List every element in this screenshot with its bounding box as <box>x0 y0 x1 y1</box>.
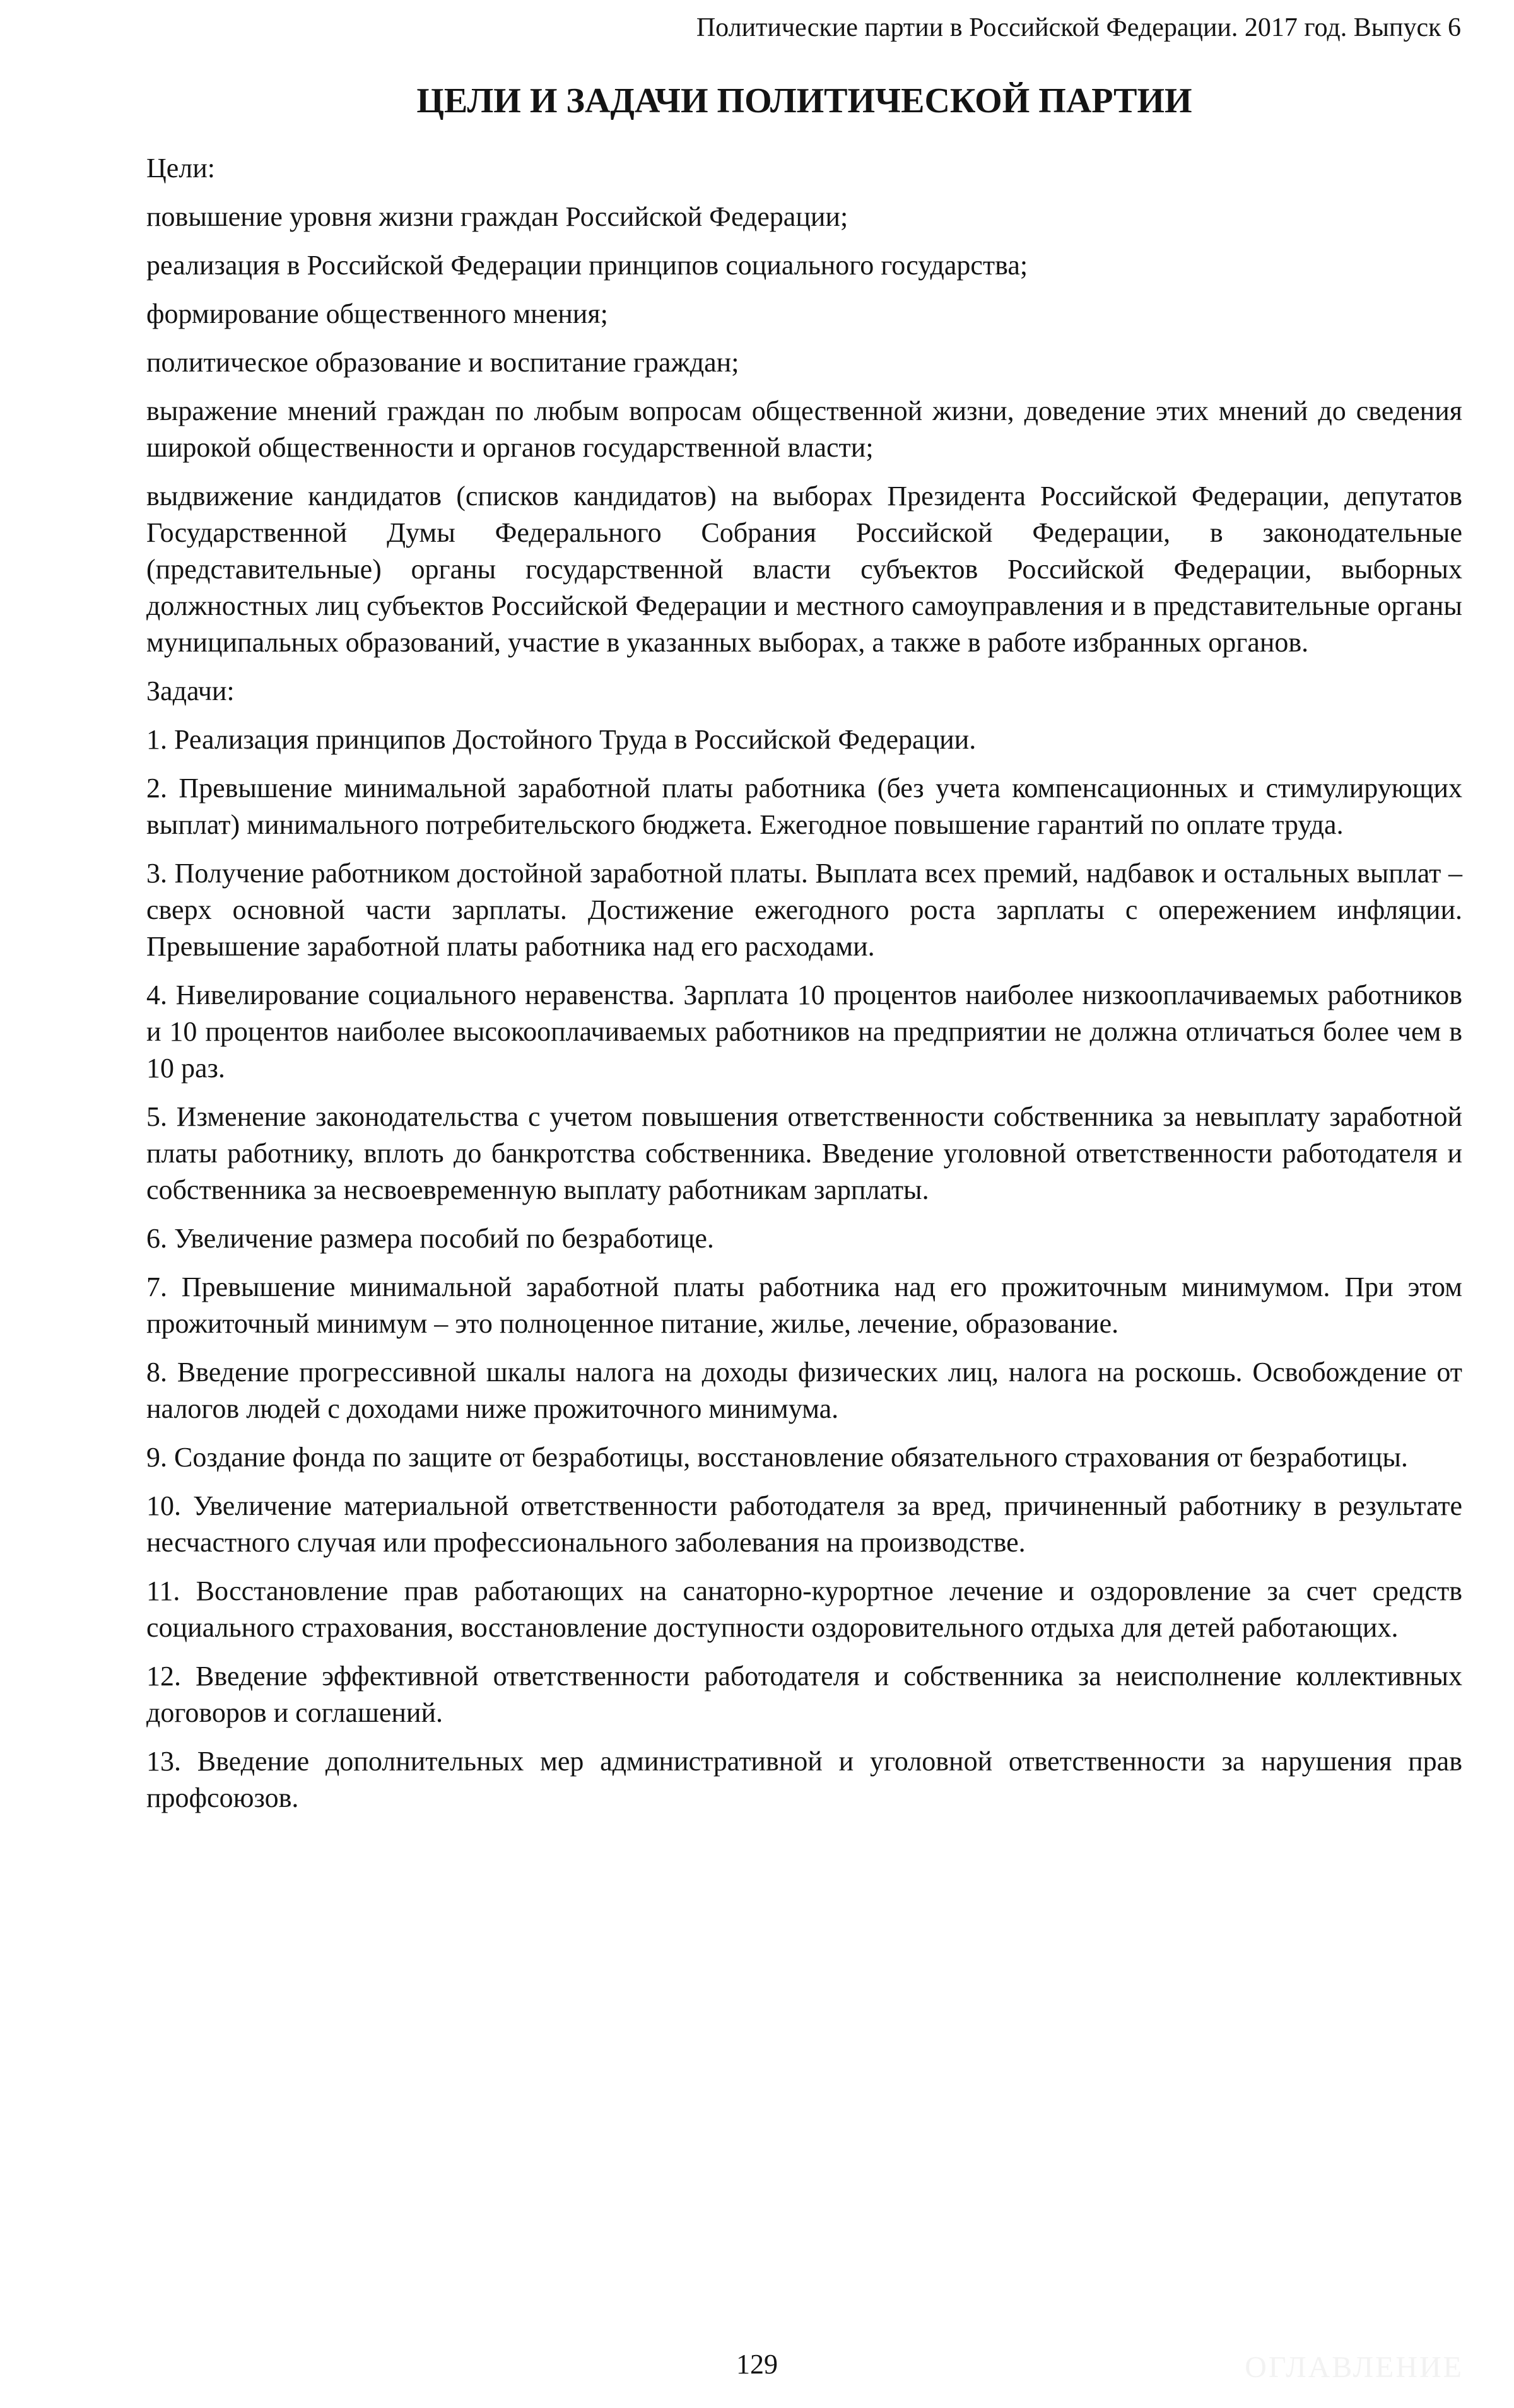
goal-item: выдвижение кандидатов (списков кандидатов) на выборах Президента Российской Федерации, депутатов Государственной Думы Федерального Собрания Российской Федерации, в законодательные (представительные) органы государственной власти субъектов Российской Федерации, выборных должностных лиц субъектов Российской Федерации и местного самоуправления и в представительные органы муниципальных образований, участие в указанных выборах, а также в работе избранных органов. <box>146 481 1462 658</box>
page-number: 129 <box>736 2349 778 2380</box>
task-item: 6. Увеличение размера пособий по безработице. <box>146 1223 714 1254</box>
goal-item: повышение уровня жизни граждан Российской Федерации; <box>146 201 848 232</box>
task-item: 5. Изменение законодательства с учетом повышения ответственности собственника за невыплату заработной платы работнику, вплоть до банкротства собственника. Введение уголовной ответственности работодателя и собственника за несвоевременную выплату работникам зарплаты. <box>146 1101 1462 1205</box>
task-item: 1. Реализация принципов Достойного Труда в Российской Федерации. <box>146 724 977 755</box>
task-item: 4. Нивелирование социального неравенства. Зарплата 10 процентов наиболее низкооплачиваемых работников и 10 процентов наиболее высокооплачиваемых работников на предприятии не должна отличаться более чем в 10 раз. <box>146 979 1462 1084</box>
goal-item: выражение мнений граждан по любым вопросам общественной жизни, доведение этих мнений до сведения широкой общественности и органов государственной власти; <box>146 395 1462 463</box>
goal-item: политическое образование и воспитание граждан; <box>146 347 739 378</box>
goal-item: реализация в Российской Федерации принципов социального государства; <box>146 250 1028 281</box>
goal-item: формирование общественного мнения; <box>146 298 608 329</box>
contents-link[interactable]: ОГЛАВЛЕНИЕ <box>1245 2351 1464 2384</box>
task-item: 3. Получение работником достойной заработной платы. Выплата всех премий, надбавок и остальных выплат – сверх основной части зарплаты. Достижение ежегодного роста зарплаты с опережением инфляции. Превышение заработной платы работника над его расходами. <box>146 858 1462 962</box>
task-item: 2. Превышение минимальной заработной платы работника (без учета компенсационных и стимулирующих выплат) минимального потребительского бюджета. Ежегодное повышение гарантий по оплате труда. <box>146 773 1462 840</box>
goals-heading: Цели: <box>146 153 216 184</box>
task-item: 12. Введение эффективной ответственности работодателя и собственника за неисполнение коллективных договоров и соглашений. <box>146 1661 1462 1728</box>
task-item: 8. Введение прогрессивной шкалы налога на доходы физических лиц, налога на роскошь. Освобождение от налогов людей с доходами ниже прожиточного минимума. <box>146 1357 1462 1424</box>
task-item: 13. Введение дополнительных мер административной и уголовной ответственности за нарушения прав профсоюзов. <box>146 1746 1462 1813</box>
task-item: 7. Превышение минимальной заработной платы работника над его прожиточным минимумом. При этом прожиточный минимум – это полноценное питание, жилье, лечение, образование. <box>146 1271 1462 1339</box>
page-title: ЦЕЛИ И ЗАДАЧИ ПОЛИТИЧЕСКОЙ ПАРТИИ <box>416 81 1192 120</box>
running-header: Политические партии в Российской Федерации. 2017 год. Выпуск 6 <box>696 13 1461 42</box>
task-item: 11. Восстановление прав работающих на санаторно-курортное лечение и оздоровление за счет средств социального страхования, восстановление доступности оздоровительного отдыха для детей работающих. <box>146 1575 1462 1643</box>
task-item: 10. Увеличение материальной ответственности работодателя за вред, причиненный работнику в результате несчастного случая или профессионального заболевания на производстве. <box>146 1490 1462 1558</box>
task-item: 9. Создание фонда по защите от безработицы, восстановление обязательного страхования от безработицы. <box>146 1442 1408 1473</box>
tasks-heading: Задачи: <box>146 675 235 706</box>
body-text <box>146 150 1462 1828</box>
